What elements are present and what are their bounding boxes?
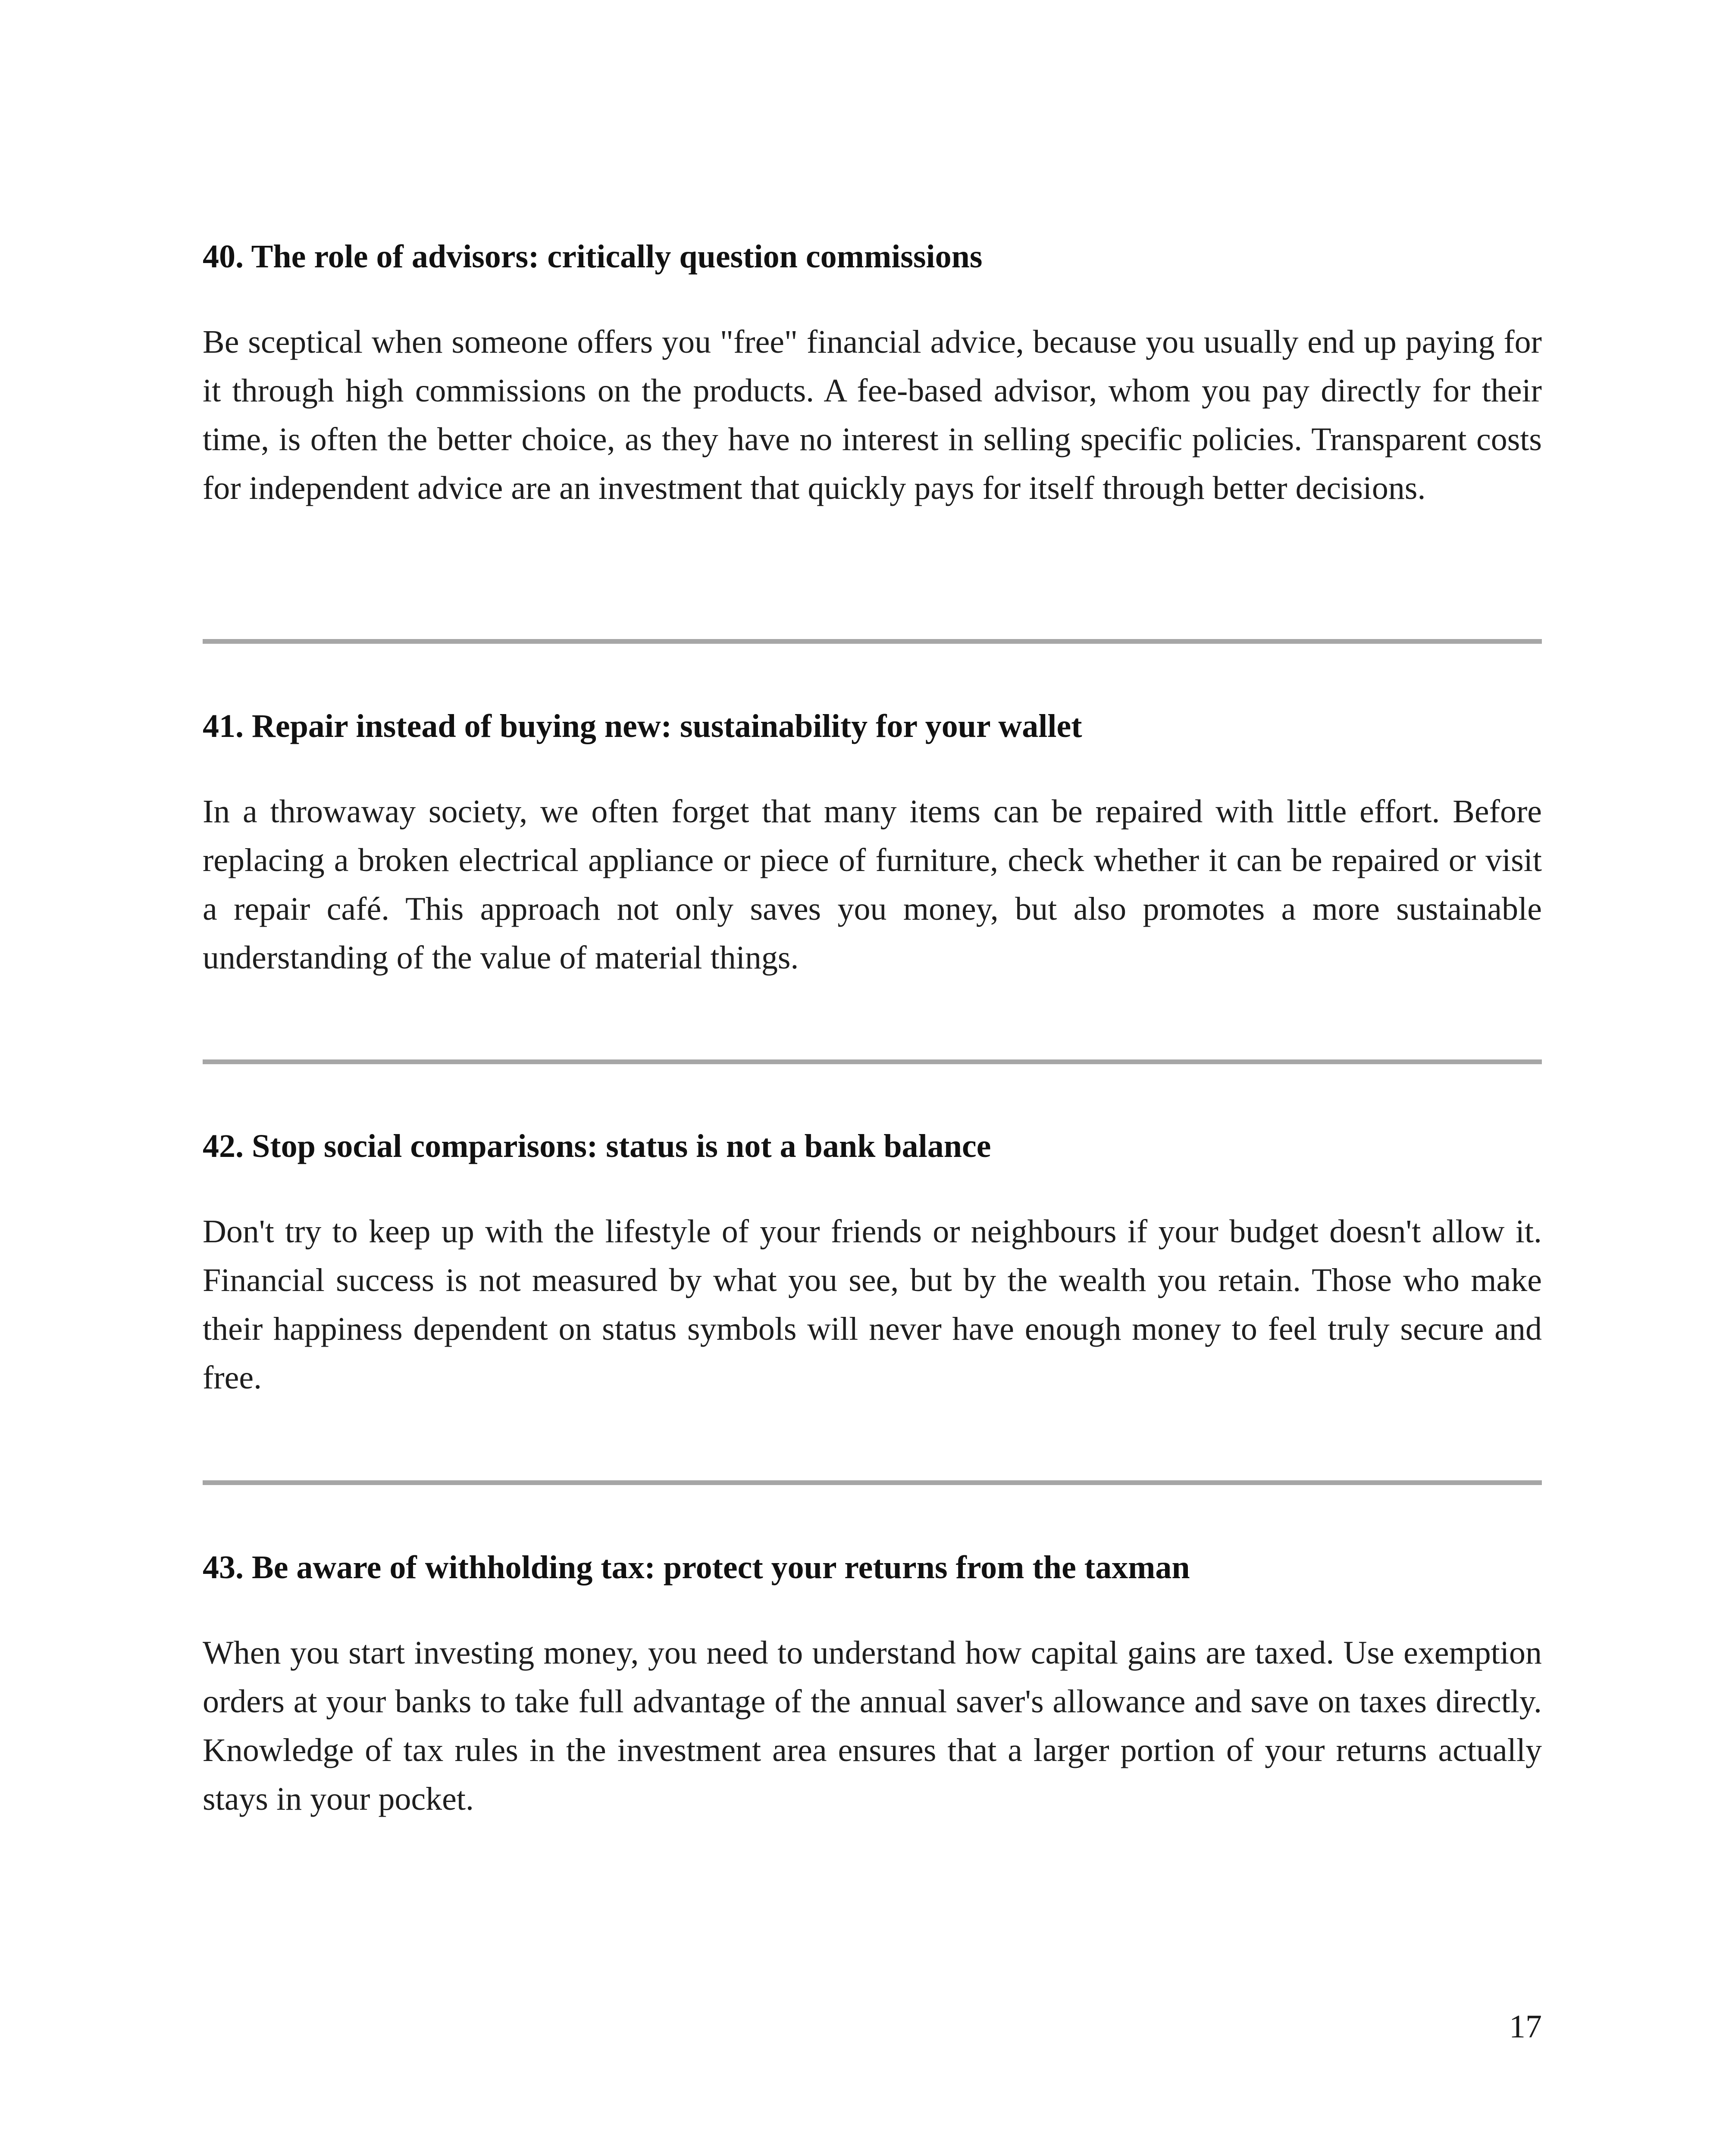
- section-divider: [203, 1480, 1542, 1485]
- section-body: Don't try to keep up with the lifestyle of your friends or neighbours if your budget doesn't allow it. Financial success is not measured by what you see, but by the wealth you retain. Those who make their happiness dependent on status symbols will never have enough money to feel truly secure and free.: [203, 1213, 1542, 1396]
- section-divider: [203, 639, 1542, 644]
- section-42: [203, 1125, 1542, 1402]
- section-divider: [203, 1059, 1542, 1064]
- section-heading: 41. Repair instead of buying new: sustainability for your wallet: [203, 708, 1082, 744]
- section-body: When you start investing money, you need to understand how capital gains are taxed. Use exemption orders at your banks to take full advantage of the annual saver's allowance and save on taxes directly. Knowledge of tax rules in the investment area ensures that a larger portion of your returns actually stays in your pocket.: [203, 1635, 1542, 1817]
- section-body: In a throwaway society, we often forget that many items can be repaired with little effort. Before replacing a broken electrical appliance or piece of furniture, check whether it can be repaired or visit a repair café. This approach not only saves you money, but also promotes a more sustainable understanding of the value of material things.: [203, 793, 1542, 976]
- section-body: Be sceptical when someone offers you "free" financial advice, because you usually end up paying for it through high commissions on the products. A fee-based advisor, whom you pay directly for their time, is often the better choice, as they have no interest in selling specific policies. Transparent costs for independent advice are an investment that quickly pays for itself through better decisions.: [203, 324, 1542, 506]
- page-number: 17: [1509, 2009, 1542, 2045]
- section-43: [203, 1546, 1542, 1824]
- document-page: [203, 0, 1542, 2156]
- section-heading: 42. Stop social comparisons: status is not a bank balance: [203, 1128, 991, 1164]
- section-heading: 43. Be aware of withholding tax: protect your returns from the taxman: [203, 1549, 1190, 1586]
- section-40: [203, 235, 1542, 513]
- section-heading: 40. The role of advisors: critically question commissions: [203, 238, 983, 275]
- section-41: [203, 705, 1542, 982]
